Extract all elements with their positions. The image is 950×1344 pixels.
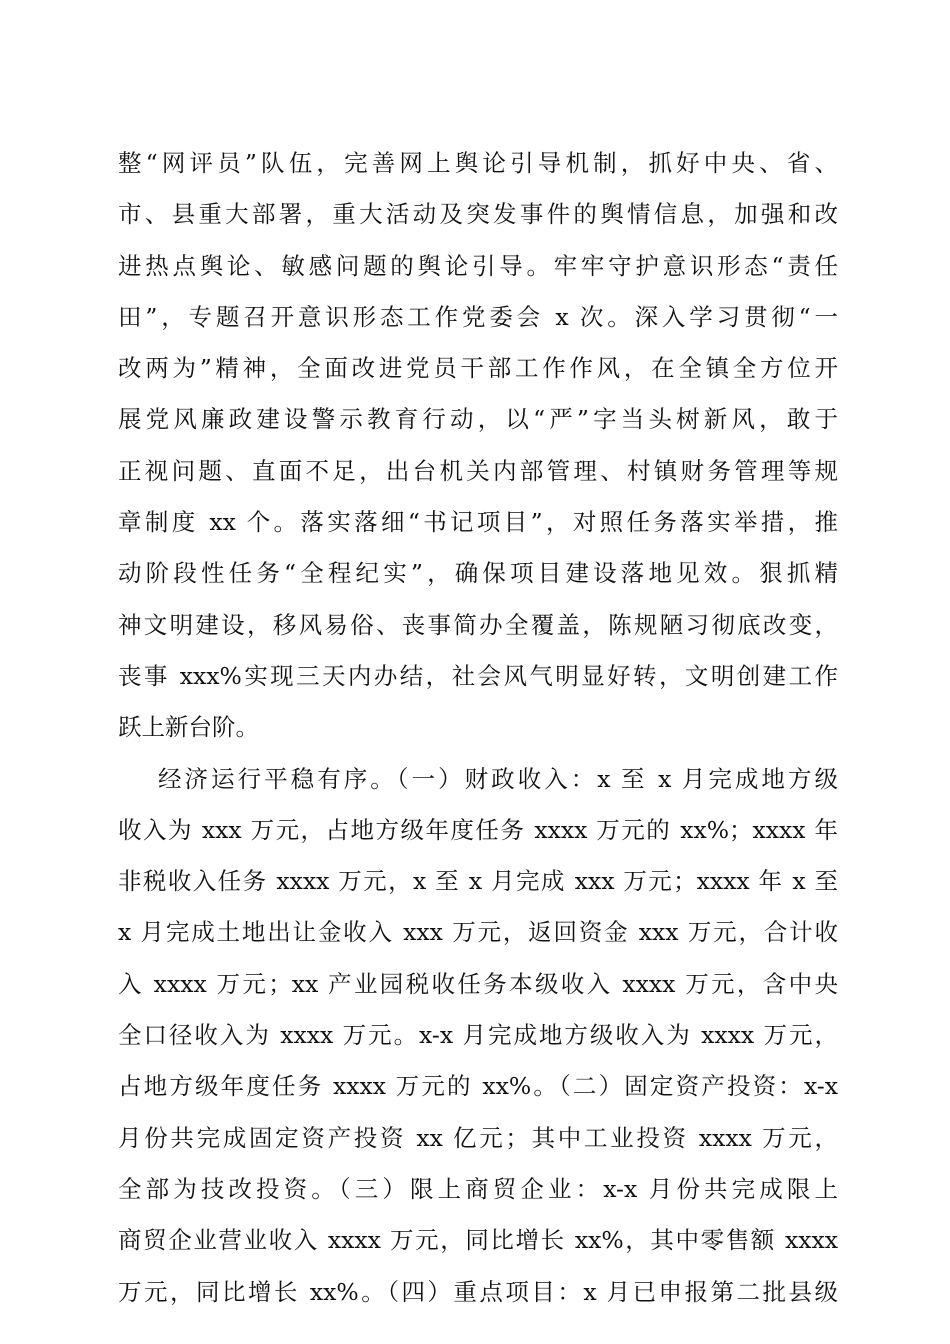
text-line: 整“网评员”队伍，完善网上舆论引导机制，抓好中央、省、 bbox=[118, 149, 838, 177]
text-line: 入 xxxx 万元；xx 产业园税收任务本级收入 xxxx 万元，含中央 bbox=[118, 969, 838, 998]
text-line: 占地方级年度任务 xxxx 万元的 xx%。（二）固定资产投资：x-x bbox=[118, 1072, 838, 1101]
text-line: 章制度 xx 个。落实落细“书记项目”，对照任务落实举措，推 bbox=[118, 508, 838, 537]
text-line: 全部为技改投资。（三）限上商贸企业：x-x 月份共完成限上 bbox=[118, 1174, 838, 1203]
text-line: 正视问题、直面不足，出台机关内部管理、村镇财务管理等规 bbox=[118, 456, 838, 485]
text-line: 收入为 xxx 万元，占地方级年度任务 xxxx 万元的 xx%；xxxx 年 bbox=[118, 815, 838, 844]
text-line: 展党风廉政建设警示教育行动，以“严”字当头树新风，敢于 bbox=[118, 405, 838, 434]
text-line: 进热点舆论、敏感问题的舆论引导。牢牢守护意识形态“责任 bbox=[118, 251, 838, 280]
text-line: 商贸企业营业收入 xxxx 万元，同比增长 xx%，其中零售额 xxxx bbox=[118, 1226, 838, 1255]
text-line: 神文明建设，移风易俗、丧事简办全覆盖，陈规陋习彻底改变， bbox=[118, 610, 838, 639]
text-line: 田”，专题召开意识形态工作党委会 x 次。深入学习贯彻“一 bbox=[118, 302, 838, 331]
text-line: 非税收入任务 xxxx 万元，x 至 x 月完成 xxx 万元；xxxx 年 x 至 bbox=[118, 867, 838, 896]
text-line: 丧事 xxx%实现三天内办结，社会风气明显好转，文明创建工作 bbox=[118, 661, 838, 690]
text-line: 全口径收入为 xxxx 万元。x-x 月完成地方级收入为 xxxx 万元， bbox=[118, 1021, 838, 1050]
text-line: 改两为”精神，全面改进党员干部工作作风，在全镇全方位开 bbox=[118, 354, 838, 383]
text-line: 动阶段性任务“全程纪实”，确保项目建设落地见效。狠抓精 bbox=[118, 559, 838, 588]
document-body bbox=[118, 138, 838, 1318]
text-line: x 月完成土地出让金收入 xxx 万元，返回资金 xxx 万元，合计收 bbox=[118, 918, 838, 947]
text-line: 经济运行平稳有序。（一）财政收入：x 至 x 月完成地方级 bbox=[158, 764, 838, 793]
text-line: 月份共完成固定资产投资 xx 亿元；其中工业投资 xxxx 万元， bbox=[118, 1123, 838, 1152]
text-line: 市、县重大部署，重大活动及突发事件的舆情信息，加强和改 bbox=[118, 200, 838, 229]
text-line: 跃上新台阶。 bbox=[118, 713, 259, 742]
text-line: 万元，同比增长 xx%。（四）重点项目：x 月已申报第二批县级 bbox=[118, 1277, 838, 1306]
